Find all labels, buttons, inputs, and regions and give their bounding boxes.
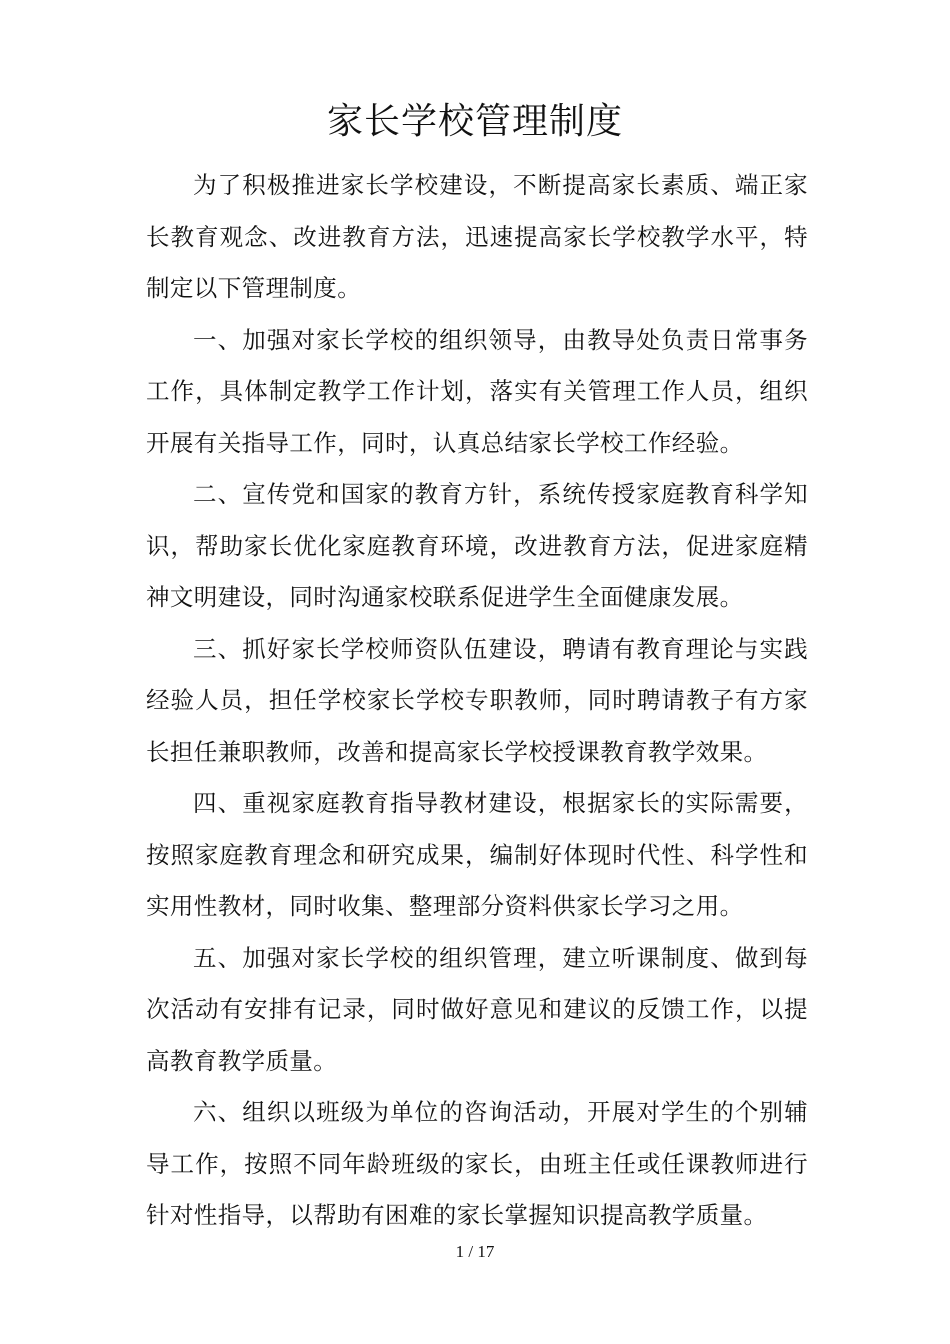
paragraph-item-2: 二、宣传党和国家的教育方针，系统传授家庭教育科学知识，帮助家长优化家庭教育环境，改进教育方法，促进家庭精神文明建设，同时沟通家校联系促进学生全面健康发展。: [146, 480, 808, 611]
document-body: [146, 160, 808, 1242]
paragraph-intro: 为了积极推进家长学校建设，不断提高家长素质、端正家长教育观念、改进教育方法，迅速提高家长学校教学水平，特制定以下管理制度。: [146, 171, 808, 302]
paragraph-item-4: 四、重视家庭教育指导教材建设，根据家长的实际需要，按照家庭教育理念和研究成果，编制好体现时代性、科学性和实用性教材，同时收集、整理部分资料供家长学习之用。: [146, 789, 808, 920]
page-number: 1 / 17: [455, 1242, 495, 1261]
paragraph-item-3: 三、抓好家长学校师资队伍建设，聘请有教育理论与实践经验人员，担任学校家长学校专职教师，同时聘请教子有方家长担任兼职教师，改善和提高家长学校授课教育教学效果。: [146, 634, 808, 766]
paragraph-item-5: 五、加强对家长学校的组织管理，建立听课制度、做到每次活动有安排有记录，同时做好意见和建议的反馈工作，以提高教育教学质量。: [146, 943, 808, 1075]
paragraph-item-1: 一、加强对家长学校的组织领导，由教导处负责日常事务工作，具体制定教学工作计划，落实有关管理工作人员，组织开展有关指导工作，同时，认真总结家长学校工作经验。: [146, 325, 808, 457]
document-title: 家长学校管理制度: [326, 101, 623, 142]
paragraph-item-6: 六、组织以班级为单位的咨询活动，开展对学生的个别辅导工作，按照不同年龄班级的家长，由班主任或任课教师进行针对性指导，以帮助有困难的家长掌握知识提高教学质量。: [146, 1098, 808, 1229]
